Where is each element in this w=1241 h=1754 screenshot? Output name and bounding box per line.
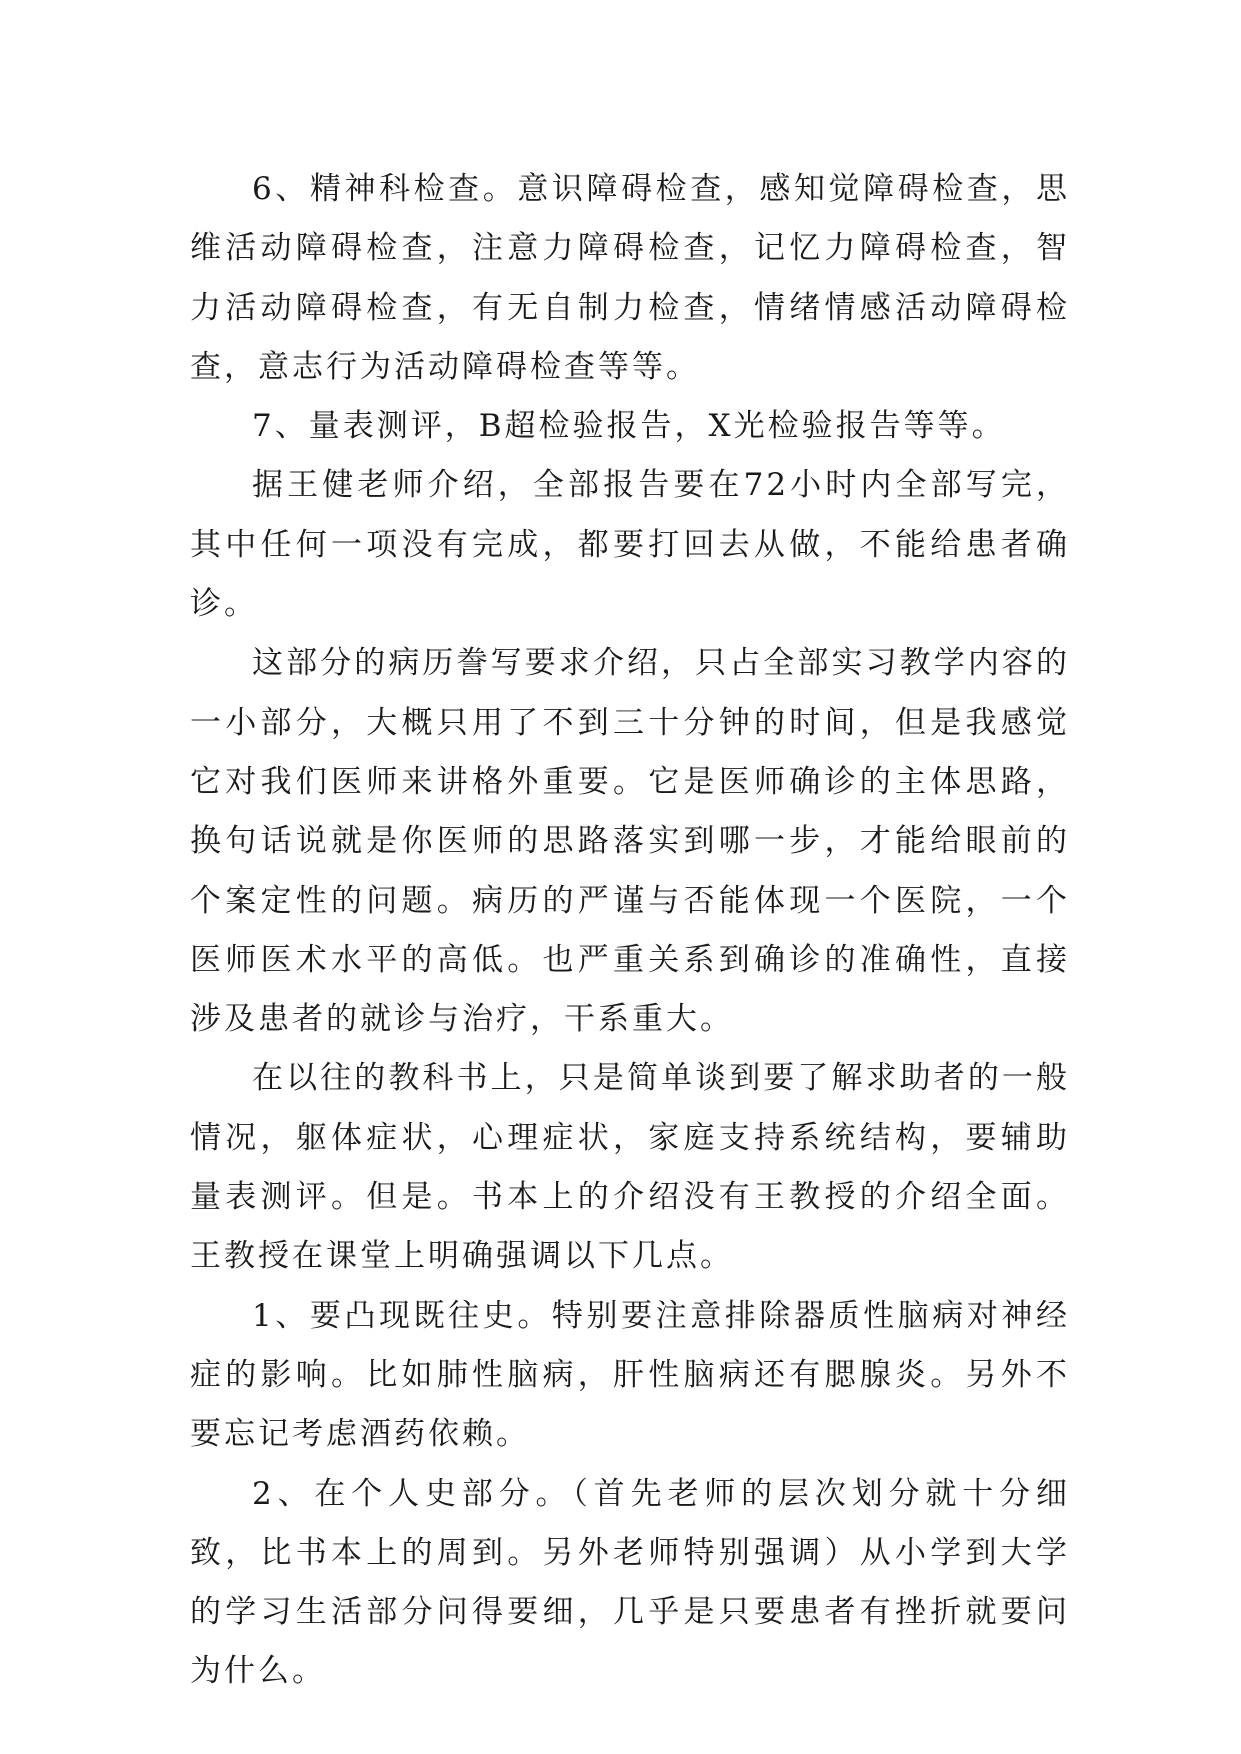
paragraph-personal-history: 2、在个人史部分。（首先老师的层次划分就十分细致，比书本上的周到。另外老师特别强调）从小学到大学的学习生活部分问得要细，几乎是只要患者有挫折就要问为什么。: [190, 1475, 1070, 1690]
paragraph-past-history: 1、要凸现既往史。特别要注意排除器质性脑病对神经症的影响。比如肺性脑病，肝性脑病还有腮腺炎。另外不要忘记考虑酒药依赖。: [190, 1297, 1070, 1453]
paragraph-scale-assessment: 7、量表测评，B超检验报告，X光检验报告等等。: [252, 408, 1006, 445]
paragraph-report-deadline: 据王健老师介绍，全部报告要在72小时内全部写完，其中任何一项没有完成，都要打回去从做，不能给患者确诊。: [190, 467, 1070, 623]
document-body: [190, 160, 1070, 1702]
paragraph-psychiatric-exam: 6、精神科检查。意识障碍检查，感知觉障碍检查，思维活动障碍检查，注意力障碍检查，记忆力障碍检查，智力活动障碍检查，有无自制力检查，情绪情感活动障碍检查，意志行为活动障碍检查等等。: [190, 171, 1070, 385]
paragraph-medical-record-importance: 这部分的病历誊写要求介绍，只占全部实习教学内容的一小部分，大概只用了不到三十分钟的时间，但是我感觉它对我们医师来讲格外重要。它是医师确诊的主体思路，换句话说就是你医师的思路落实到哪一步，才能给眼前的个案定性的问题。病历的严谨与否能体现一个医院，一个医师医术水平的高低。也严重关系到确诊的准确性，直接涉及患者的就诊与治疗，干系重大。: [190, 645, 1070, 1038]
paragraph-textbook-comparison: 在以往的教科书上，只是简单谈到要了解求助者的一般情况，躯体症状，心理症状，家庭支持系统结构，要辅助量表测评。但是。书本上的介绍没有王教授的介绍全面。王教授在课堂上明确强调以下几点。: [190, 1060, 1070, 1275]
